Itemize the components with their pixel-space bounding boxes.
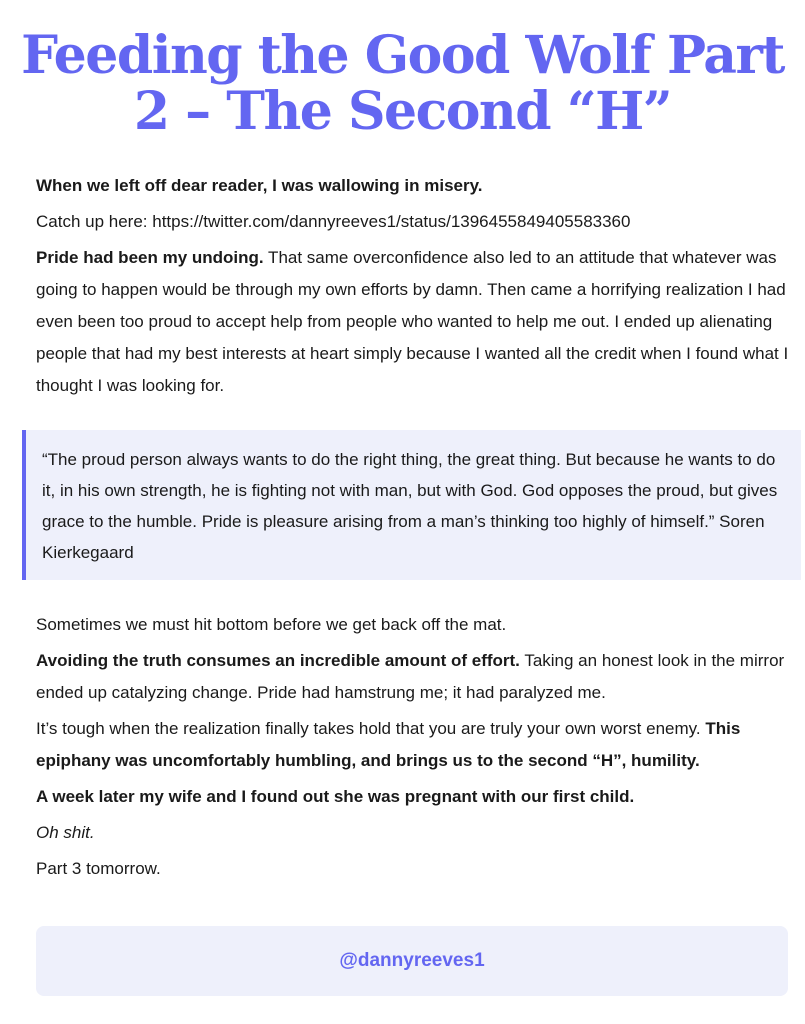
blockquote [22,430,801,580]
bottom-paragraph: Sometimes we must hit bottom before we get back off the mat. [36,615,507,634]
avoid-bold-lead: Avoiding the truth consumes an incredible amount of effort. [36,651,520,670]
week-paragraph: A week later my wife and I found out she was pregnant with our first child. [36,787,635,806]
tough-bold-tail: This epiphany was uncomfortably humbling, and brings us to the second “H”, humility. [36,719,741,770]
part3-paragraph: Part 3 tomorrow. [36,859,161,878]
pride-paragraph [36,242,796,402]
ohshit-paragraph: Oh shit. [36,823,95,842]
article-body-top [36,170,796,402]
author-handle-link[interactable]: @dannyreeves1 [339,950,485,971]
tough-paragraph-text: It’s tough when the realization finally takes hold that you are truly your own worst enemy. [36,719,706,738]
pride-bold-lead: Pride had been my undoing. [36,248,264,267]
quote-text: “The proud person always wants to do the right thing, the great thing. But because he wants to do it, in his own strength, he is fighting not with man, but with God. God opposes the proud, but gives grace to the humble. Pride is pleasure arising from a man’s thinking too highly of himself.” Soren Kierkegaard [42,450,778,562]
pride-paragraph-text: That same overconfidence also led to an attitude that whatever was going to happen would be through my own efforts by damn. Then came a horrifying realization I had even been too proud to accept help from people who wanted to help me out. I ended up alienating people that had my best interests at heart simply because I wanted all the credit when I found what I thought I was looking for. [36,248,789,395]
avoid-paragraph [36,645,796,709]
author-footer [36,926,788,996]
article-body-bottom [36,609,796,885]
tough-paragraph [36,713,796,777]
page-title: Feeding the Good Wolf Part 2 – The Second “H” [21,25,784,142]
avoid-paragraph-text: Taking an honest look in the mirror ended up catalyzing change. Pride had hamstrung me; it had paralyzed me. [36,651,785,702]
catchup-paragraph: Catch up here: https://twitter.com/dannyreeves1/status/1396455849405583360 [36,212,631,231]
intro-paragraph: When we left off dear reader, I was wallowing in misery. [36,176,483,195]
